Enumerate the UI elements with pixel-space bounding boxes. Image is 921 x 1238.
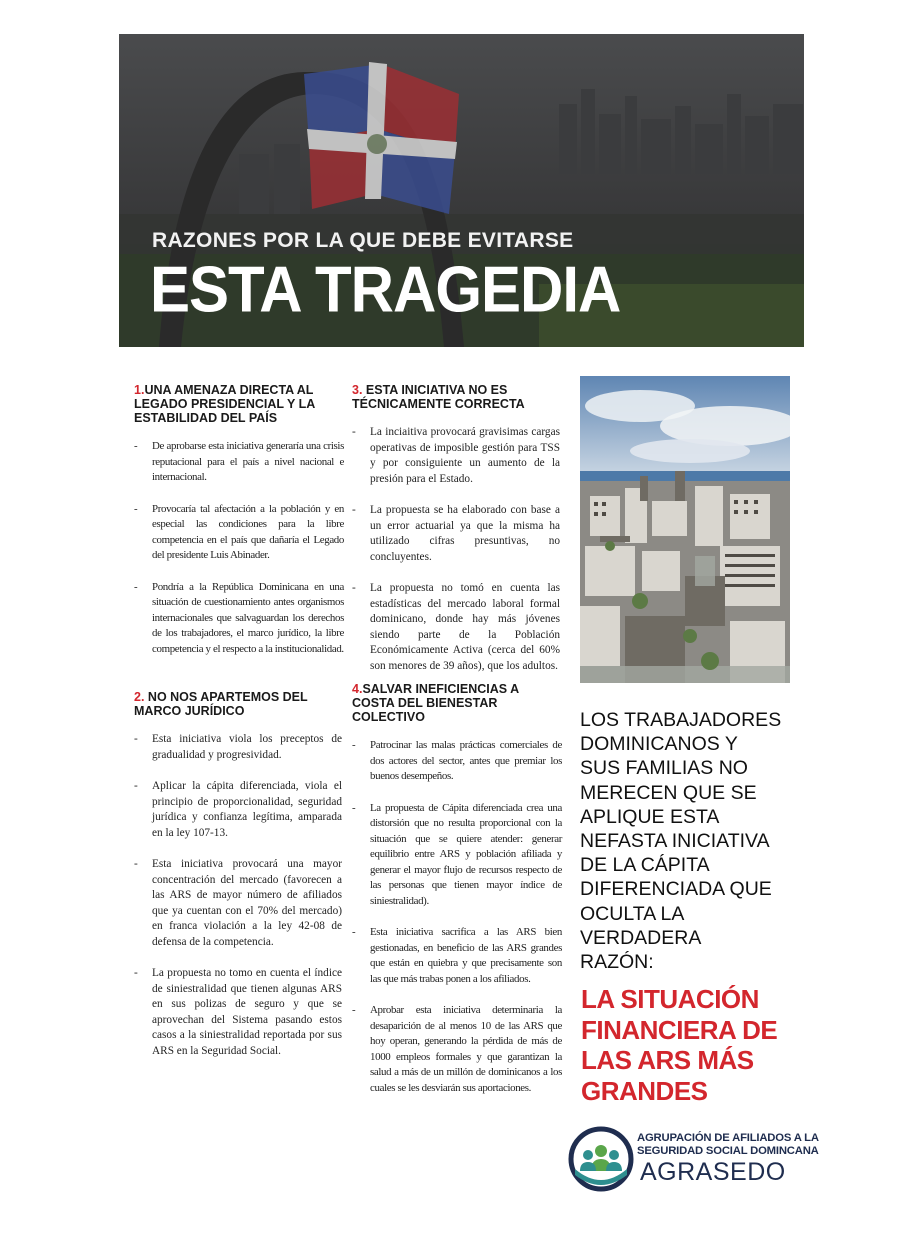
section-title-text: SALVAR INEFICIENCIAS A COSTA DEL BIENESTAR COLECTIVO (352, 682, 519, 724)
section-number: 4. (352, 682, 363, 696)
list-item: - Esta iniciativa viola los preceptos de gradualidad y progresividad. (134, 732, 342, 763)
list-item: - Patrocinar las malas prácticas comerciales de dos actores del sector, antes que premiar los buenos desempeños. (352, 738, 562, 785)
section-1 (134, 383, 344, 673)
bullet-list (134, 732, 342, 1059)
callout-line: VERDADERA (580, 926, 702, 949)
highlight-line: LA SITUACIÓN (581, 984, 759, 1014)
logo-wordmark: AGRASEDO (640, 1158, 786, 1186)
section-3 (352, 383, 560, 690)
hero-subtitle: RAZONES POR LA QUE DEBE EVITARSE (152, 229, 574, 252)
list-item: - La propuesta se ha elaborado con base a un error actuarial ya que la misma ha utilizado cifras presuntivas, no concluyentes. (352, 503, 560, 565)
section-title (134, 383, 344, 425)
list-item: - La propuesta no tomó en cuenta las estadísticas del mercado laboral formal dominicano, donde hay más jóvenes siendo parte de la Población Económicamente Activa (cerca del 60% son menores de 39 años), que los adultos. (352, 581, 560, 674)
section-title-text: NO NOS APARTEMOS DEL MARCO JURÍDICO (134, 690, 308, 718)
bullet-list (352, 425, 560, 674)
section-2 (134, 690, 342, 1075)
callout-line: NEFASTA INICIATIVA (580, 830, 770, 853)
city-skyline-image (580, 376, 790, 683)
bullet-list (134, 439, 344, 657)
section-number: 3. (352, 383, 363, 397)
callout-text (580, 708, 810, 974)
callout-line: SUS FAMILIAS NO (580, 757, 748, 780)
list-item: - La propuesta de Cápita diferenciada crea una distorsión que no resulta proporcional con la situación que se quiere atender: generar equilibrio entre ARS y población afiliada y generar el mayor flujo de recursos respecto de las personas que tienen mayor índice de siniestralidad). (352, 801, 562, 910)
list-item: - Pondría a la República Dominicana en una situación de cuestionamiento antes organismos internacionales que salvaguardan los derechos de los trabajadores, el marco jurídico, la libre competencia y el respecto a la institucionalidad. (134, 580, 344, 658)
list-item: - Aplicar la cápita diferenciada, viola el principio de proporcionalidad, seguridad jurídica y confianza legítima, amparada en la ley 107-13. (134, 779, 342, 841)
list-item: - La inciaitiva provocará gravisimas cargas operativas de imposible gestión para TSS y por consiguiente un aumento de la presión para el Estado. (352, 425, 560, 487)
logo-line: SEGURIDAD SOCIAL DOMINCANA (637, 1145, 819, 1157)
city-photo (580, 376, 790, 683)
callout-line: DIFERENCIADA QUE (580, 878, 772, 901)
highlight-line: LAS ARS MÁS (581, 1045, 754, 1075)
highlight-line: FINANCIERA DE (581, 1014, 778, 1045)
callout-line: DE LA CÁPITA (580, 854, 710, 877)
callout-line: DOMINICANOS Y (580, 733, 738, 756)
callout-line: LOS TRABAJADORES (580, 709, 782, 731)
callout-line: OCULTA LA (580, 902, 685, 925)
list-item: - De aprobarse esta iniciativa generaría una crisis reputacional para el país a nivel nacional e internacional. (134, 439, 344, 486)
list-item: - Esta iniciativa sacrifica a las ARS bien gestionadas, en beneficio de las ARS grandes que están en quiebra y que precisamente son las que más trabas ponen a los afiliados. (352, 925, 562, 987)
section-number: 1. (134, 383, 145, 397)
section-4 (352, 682, 562, 1112)
section-title (352, 383, 560, 411)
section-title (134, 690, 342, 718)
list-item: - La propuesta no tomo en cuenta el índice de siniestralidad que tienen algunas ARS en sus polizas de seguro y que se aprovechan del Sistema pasando estos casos a la siniestralidad reportada por sus ARS en la Seguridad Social. (134, 966, 342, 1059)
section-title (352, 682, 562, 724)
logo-line: AGRUPACIÓN DE AFILIADOS A LA (637, 1132, 819, 1144)
callout-line: APLIQUE ESTA (580, 805, 720, 828)
list-item: - Esta iniciativa provocará una mayor concentración del mercado (favorecen a las ARS de mayor número de afiliados que ya cuentan con el 70% del mercado) en franca violación a la ley 42-08 de defensa de la competencia. (134, 857, 342, 950)
bullet-list (352, 738, 562, 1096)
callout-line: MERECEN QUE SE (580, 781, 757, 804)
section-number: 2. (134, 690, 145, 704)
list-item: - Aprobar esta iniciativa determinaria la desaparición de al menos 10 de las ARS que hoy operan, generando la pérdida de más de 1000 empleos formales y que garantizan la salud a más de un millón de dominicanos a los cuales se les desviarán sus aportaciones. (352, 1003, 562, 1096)
callout-highlight (581, 984, 801, 1106)
logo-org-name (637, 1132, 819, 1158)
section-title-text: UNA AMENAZA DIRECTA AL LEGADO PRESIDENCIAL Y LA ESTABILIDAD DEL PAÍS (134, 383, 315, 425)
hero-title: ESTA TRAGEDIA (150, 253, 621, 326)
highlight-line: GRANDES (581, 1075, 708, 1106)
list-item: - Provocaría tal afectación a la población y en especial las condiciones para la libre competencia en el país que dañaría el Legado del presidente Luis Abinader. (134, 502, 344, 564)
section-title-text: ESTA INICIATIVA NO ES TÉCNICAMENTE CORRECTA (352, 383, 525, 411)
callout-line: RAZÓN: (580, 951, 654, 974)
hero-banner (119, 34, 804, 347)
